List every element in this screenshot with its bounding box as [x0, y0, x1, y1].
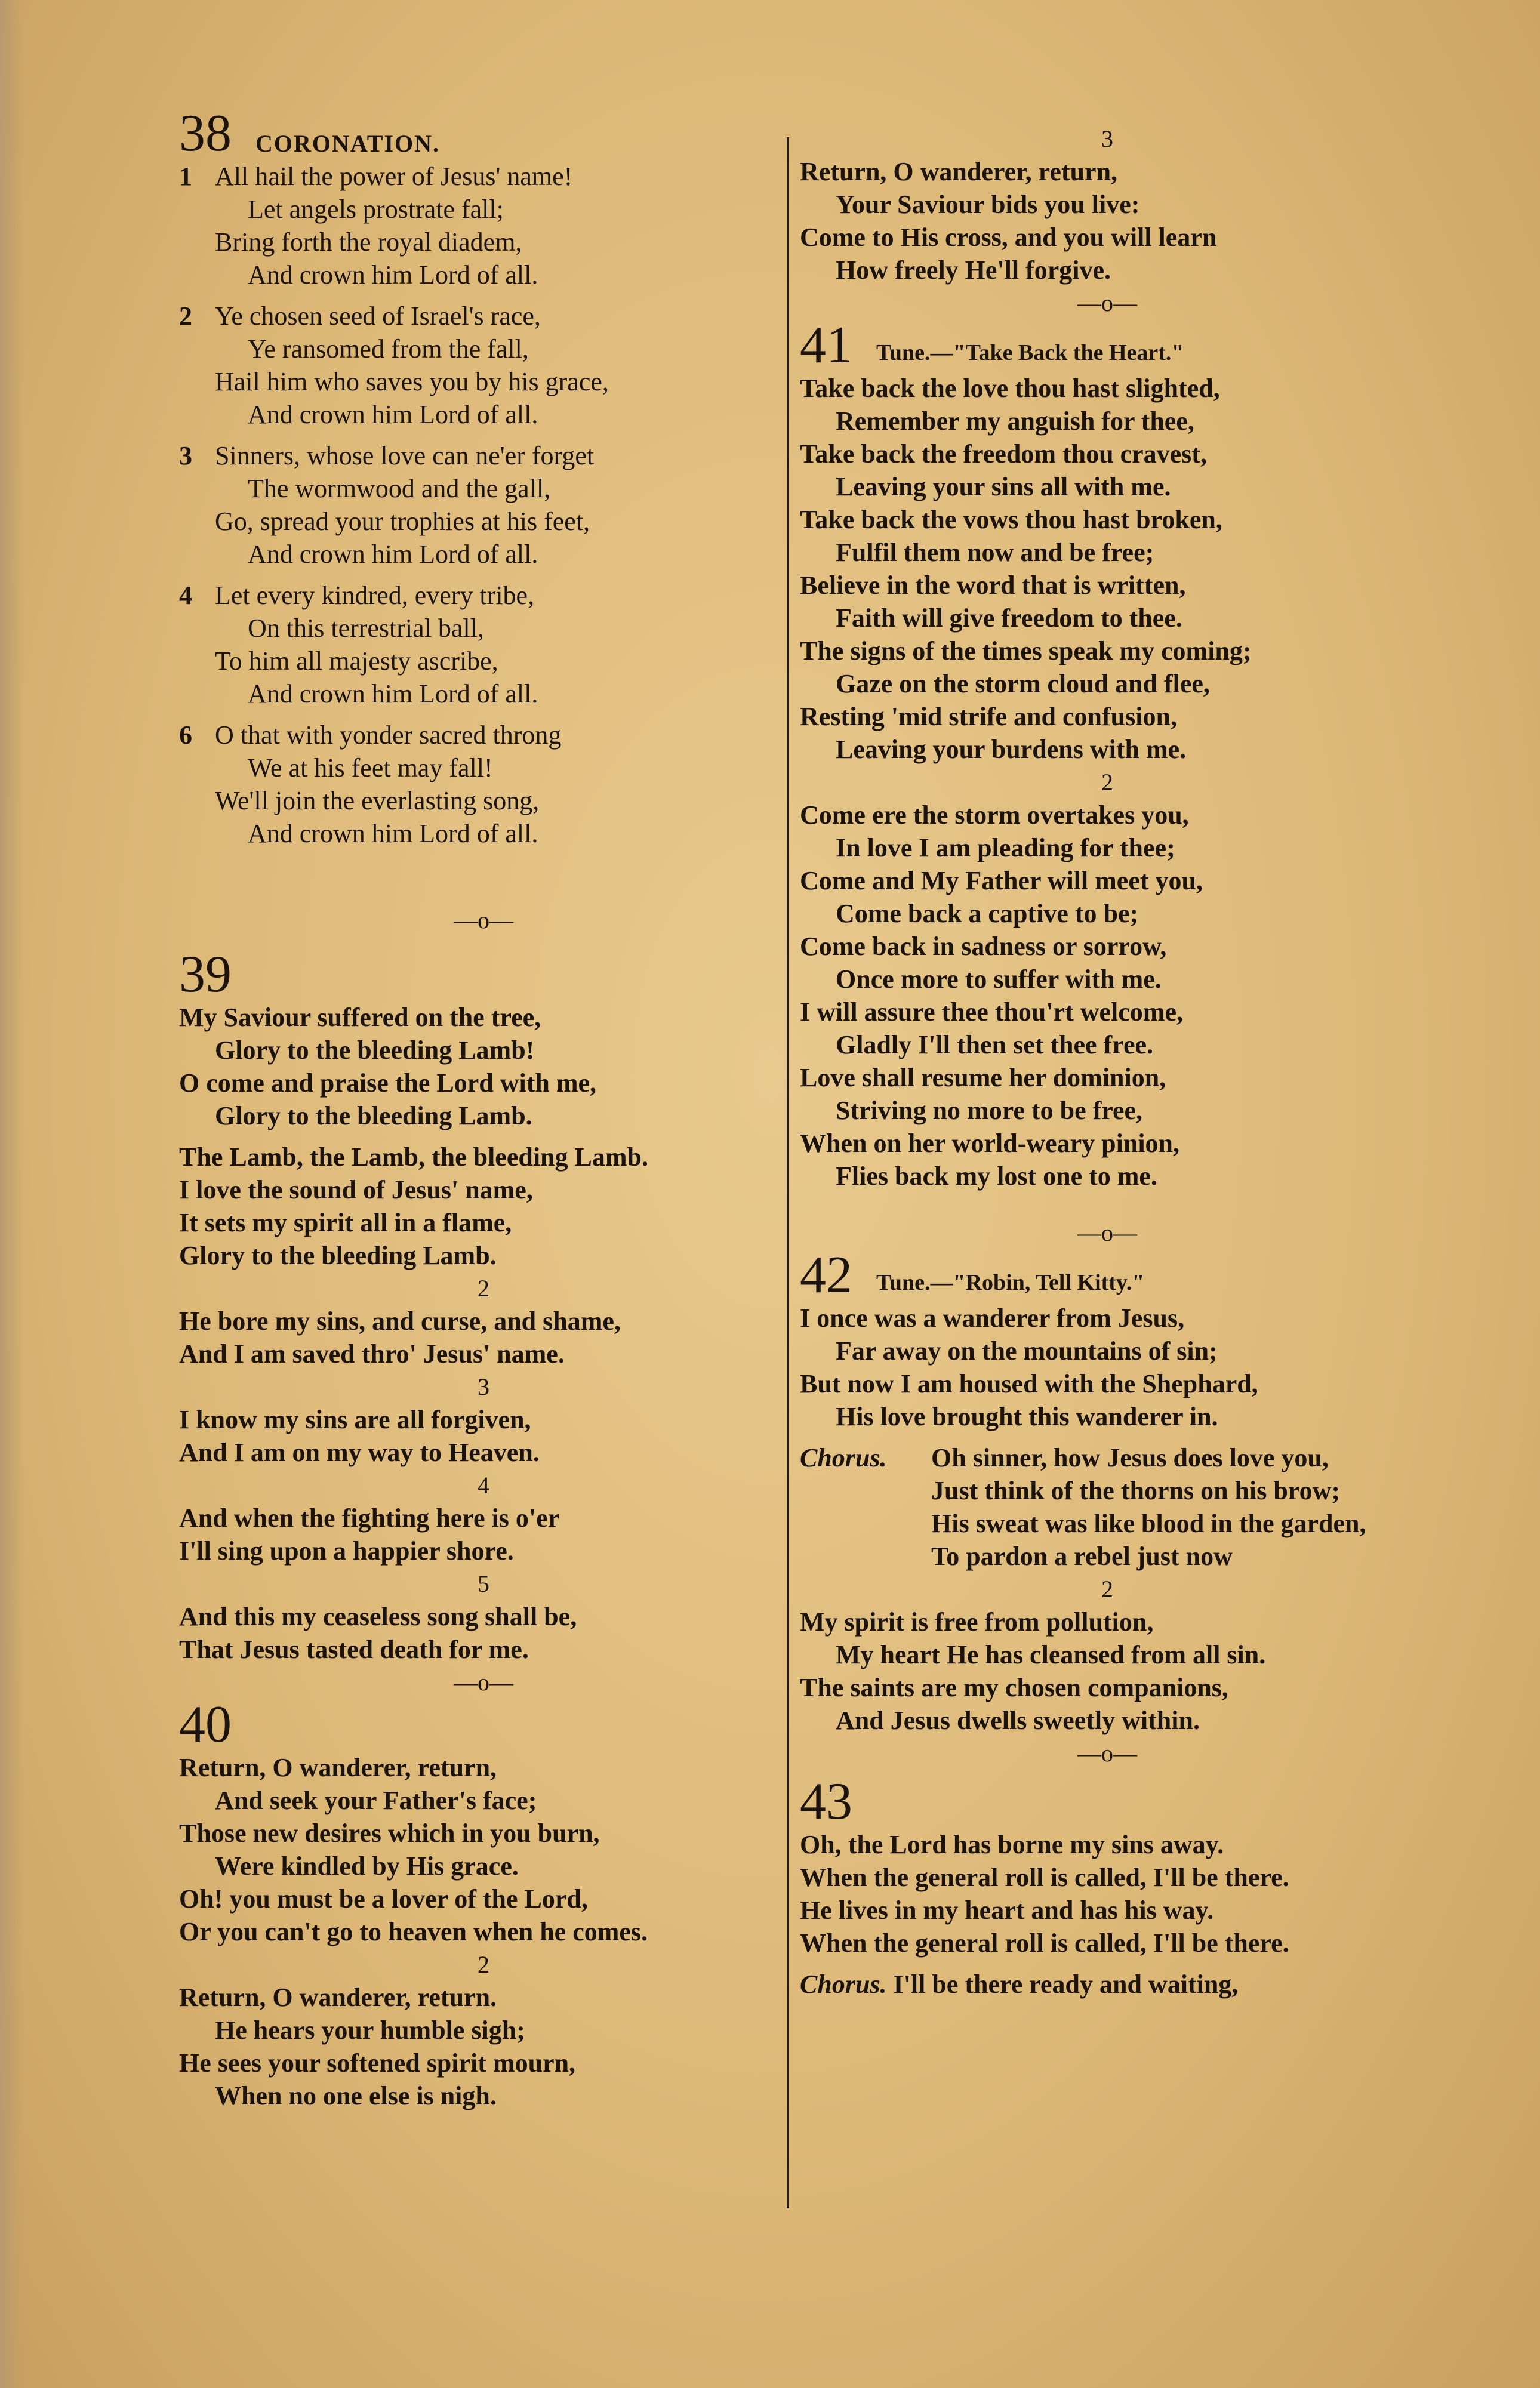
verse-line: Return, O wanderer, return,	[179, 1753, 497, 1782]
verse-line: Far away on the mountains of sin;	[836, 1336, 1218, 1366]
hymn-39-chorus	[179, 1141, 788, 1272]
verse-line: He bore my sins, and curse, and shame,	[179, 1307, 621, 1336]
verse-line: I'll sing upon a happier shore.	[179, 1536, 514, 1566]
page-edge-shadow	[0, 0, 24, 2388]
verse-number: 3	[179, 441, 192, 470]
verse-line: He hears your humble sigh;	[215, 2016, 525, 2045]
hymn-40-number: 40	[179, 1696, 232, 1754]
verse-number: 1	[179, 162, 192, 191]
chorus-line: It sets my spirit all in a flame,	[179, 1208, 512, 1237]
verse-line: In love I am pleading for thee;	[836, 833, 1175, 862]
chorus-line: The Lamb, the Lamb, the bleeding Lamb.	[179, 1142, 648, 1172]
verse-line: When the general roll is called, I'll be there.	[800, 1863, 1289, 1892]
verse-line: Ye ransomed from the fall,	[248, 334, 529, 363]
chorus-line: I'll be there ready and waiting,	[893, 1970, 1239, 1999]
verse-line: Gaze on the storm cloud and flee,	[836, 669, 1210, 698]
verse-line: His love brought this wanderer in.	[836, 1402, 1218, 1431]
hymn-41-verse-2	[800, 799, 1415, 1193]
verse-line: My spirit is free from pollution,	[800, 1607, 1154, 1637]
verse-line: Ye chosen seed of Israel's race,	[215, 301, 541, 331]
hymn-43-chorus	[800, 1968, 1415, 2001]
verse-line: Leaving your sins all with me.	[836, 472, 1171, 501]
verse-line: Glory to the bleeding Lamb.	[215, 1101, 532, 1130]
left-column	[179, 104, 788, 2112]
chorus-line: To pardon a rebel just now	[931, 1542, 1233, 1571]
verse-line: And crown him Lord of all.	[248, 819, 538, 848]
verse-line: Leaving your burdens with me.	[836, 735, 1187, 764]
hymn-42-number: 42	[800, 1246, 852, 1304]
hymn-40-verse-3	[800, 155, 1415, 286]
hymn-separator: —o—	[1077, 1219, 1137, 1246]
verse-line: Faith will give freedom to thee.	[836, 603, 1182, 633]
hymn-42-tune: Tune.—"Robin, Tell Kitty."	[876, 1270, 1145, 1295]
verse-number: 2	[1101, 769, 1113, 796]
verse-number: 2	[478, 1275, 489, 1302]
hymn-38-header	[179, 104, 788, 162]
hymn-41-number: 41	[800, 316, 852, 374]
verse-line: And crown him Lord of all.	[248, 260, 538, 289]
hymn-39-verse-2	[179, 1305, 788, 1370]
hymn-39-number: 39	[179, 945, 232, 1003]
verse-line: When on her world-weary pinion,	[800, 1129, 1180, 1158]
hymn-38-verse-1	[179, 160, 788, 291]
hymn-38-title: CORONATION.	[255, 130, 441, 157]
hymn-39-verse-3	[179, 1403, 788, 1469]
verse-line: Oh! you must be a lover of the Lord,	[179, 1884, 588, 1914]
hymn-43-number: 43	[800, 1773, 852, 1831]
hymn-39-verse-1	[179, 1001, 788, 1132]
verse-line: Oh, the Lord has borne my sins away.	[800, 1830, 1224, 1859]
verse-number: 3	[1101, 125, 1113, 152]
verse-number: 3	[478, 1373, 489, 1400]
verse-line: But now I am housed with the Shephard,	[800, 1369, 1258, 1398]
verse-number: 2	[478, 1951, 489, 1978]
hymn-42-verse-1	[800, 1302, 1415, 1433]
hymn-42-verse-2	[800, 1606, 1415, 1737]
verse-line: And when the fighting here is o'er	[179, 1503, 560, 1533]
hymn-41-tune: Tune.—"Take Back the Heart."	[876, 340, 1184, 365]
verse-line: Come to His cross, and you will learn	[800, 223, 1217, 252]
hymn-separator: —o—	[454, 1669, 513, 1696]
right-column	[800, 107, 1415, 2001]
verse-line: Come ere the storm overtakes you,	[800, 800, 1189, 830]
chorus-label: Chorus.	[800, 1443, 887, 1472]
verse-line: When no one else is nigh.	[215, 2081, 497, 2110]
verse-line: Or you can't go to heaven when he comes.	[179, 1917, 648, 1946]
hymn-39-verse-5	[179, 1600, 788, 1666]
verse-line: And I am on my way to Heaven.	[179, 1438, 540, 1467]
verse-line: And this my ceaseless song shall be,	[179, 1602, 577, 1631]
verse-line: The signs of the times speak my coming;	[800, 636, 1252, 665]
verse-line: Let every kindred, every tribe,	[215, 581, 535, 610]
verse-line: Fulfil them now and be free;	[836, 538, 1154, 567]
verse-line: He lives in my heart and has his way.	[800, 1896, 1214, 1925]
verse-line: My heart He has cleansed from all sin.	[836, 1640, 1266, 1669]
verse-line: Come and My Father will meet you,	[800, 866, 1203, 895]
verse-line: And crown him Lord of all.	[248, 679, 538, 708]
verse-number: 2	[179, 301, 192, 331]
verse-line: Hail him who saves you by his grace,	[215, 367, 609, 396]
hymn-40-verse-1	[179, 1751, 788, 1948]
verse-line: Take back the freedom thou cravest,	[800, 439, 1207, 469]
verse-line: I know my sins are all forgiven,	[179, 1405, 531, 1434]
hymn-39-verse-4	[179, 1502, 788, 1567]
hymn-42-header	[800, 1246, 1415, 1304]
verse-line: The wormwood and the gall,	[248, 474, 551, 503]
verse-line: Your Saviour bids you live:	[836, 190, 1140, 219]
chorus-label: Chorus.	[800, 1970, 887, 1999]
hymn-38-verse-3	[179, 439, 788, 571]
verse-line: O that with yonder sacred throng	[215, 720, 562, 750]
hymn-38-verse-4	[179, 579, 788, 710]
hymn-38-verse-2	[179, 300, 788, 431]
hymn-separator: —o—	[1077, 1740, 1137, 1767]
verse-line: My Saviour suffered on the tree,	[179, 1003, 541, 1032]
verse-line: Gladly I'll then set thee free.	[836, 1030, 1153, 1059]
chorus-line: Oh sinner, how Jesus does love you,	[931, 1443, 1329, 1472]
verse-line: Let angels prostrate fall;	[248, 195, 504, 224]
chorus-line: Just think of the thorns on his brow;	[931, 1476, 1341, 1505]
hymn-38-number: 38	[179, 104, 232, 162]
verse-line: We at his feet may fall!	[248, 753, 493, 782]
hymn-separator: —o—	[1077, 289, 1137, 316]
verse-line: Come back in sadness or sorrow,	[800, 932, 1167, 961]
verse-line: And crown him Lord of all.	[248, 540, 538, 569]
verse-line: Resting 'mid strife and confusion,	[800, 702, 1177, 731]
verse-number: 6	[179, 720, 192, 750]
verse-line: When the general roll is called, I'll be there.	[800, 1928, 1289, 1958]
verse-line: Remember my anguish for thee,	[836, 406, 1194, 436]
verse-line: That Jesus tasted death for me.	[179, 1635, 529, 1664]
hymn-43-verse-1	[800, 1828, 1409, 1959]
verse-line: The saints are my chosen companions,	[800, 1673, 1228, 1702]
verse-line: And I am saved thro' Jesus' name.	[179, 1339, 565, 1369]
hymn-40-verse-2	[179, 1981, 788, 2112]
verse-line: Flies back my lost one to me.	[836, 1161, 1157, 1191]
verse-line: How freely He'll forgive.	[836, 255, 1111, 285]
verse-line: On this terrestrial ball,	[248, 614, 484, 643]
verse-line: Take back the love thou hast slighted,	[800, 374, 1220, 403]
verse-line: Believe in the word that is written,	[800, 571, 1186, 600]
chorus-line: I love the sound of Jesus' name,	[179, 1175, 533, 1204]
verse-line: He sees your softened spirit mourn,	[179, 2048, 576, 2078]
verse-line: I will assure thee thou'rt welcome,	[800, 997, 1183, 1027]
verse-number: 2	[1101, 1576, 1113, 1603]
verse-line: Go, spread your trophies at his feet,	[215, 507, 590, 536]
hymn-41-verse-1	[800, 372, 1415, 766]
verse-line: All hail the power of Jesus' name!	[215, 162, 573, 191]
verse-line: Love shall resume her dominion,	[800, 1063, 1166, 1092]
verse-line: Bring forth the royal diadem,	[215, 227, 522, 257]
verse-line: Were kindled by His grace.	[215, 1851, 519, 1881]
verse-line: And seek your Father's face;	[215, 1786, 537, 1815]
verse-line: Return, O wanderer, return.	[179, 1983, 497, 2012]
verse-line: And Jesus dwells sweetly within.	[836, 1706, 1200, 1735]
verse-number: 4	[179, 581, 192, 610]
verse-line: We'll join the everlasting song,	[215, 786, 540, 815]
verse-line: To him all majesty ascribe,	[215, 646, 498, 676]
verse-line: O come and praise the Lord with me,	[179, 1068, 597, 1098]
verse-line: Once more to suffer with me.	[836, 965, 1162, 994]
chorus-line: His sweat was like blood in the garden,	[931, 1509, 1366, 1538]
hymn-42-chorus	[800, 1441, 1415, 1573]
hymn-38-verse-5	[179, 719, 788, 850]
verse-line: Striving no more to be free,	[836, 1096, 1143, 1125]
verse-number: 5	[478, 1570, 489, 1597]
hymn-separator: —o—	[454, 907, 513, 933]
verse-line: Take back the vows thou hast broken,	[800, 505, 1222, 534]
verse-number: 4	[478, 1472, 489, 1499]
hymn-41-header	[800, 316, 1415, 374]
verse-line: Come back a captive to be;	[836, 899, 1139, 928]
verse-line: Those new desires which in you burn,	[179, 1819, 600, 1848]
verse-line: And crown him Lord of all.	[248, 400, 538, 429]
verse-line: Return, O wanderer, return,	[800, 157, 1118, 186]
verse-line: Sinners, whose love can ne'er forget	[215, 441, 595, 470]
verse-line: Glory to the bleeding Lamb!	[215, 1036, 535, 1065]
chorus-line: Glory to the bleeding Lamb.	[179, 1241, 497, 1270]
verse-line: I once was a wanderer from Jesus,	[800, 1304, 1185, 1333]
